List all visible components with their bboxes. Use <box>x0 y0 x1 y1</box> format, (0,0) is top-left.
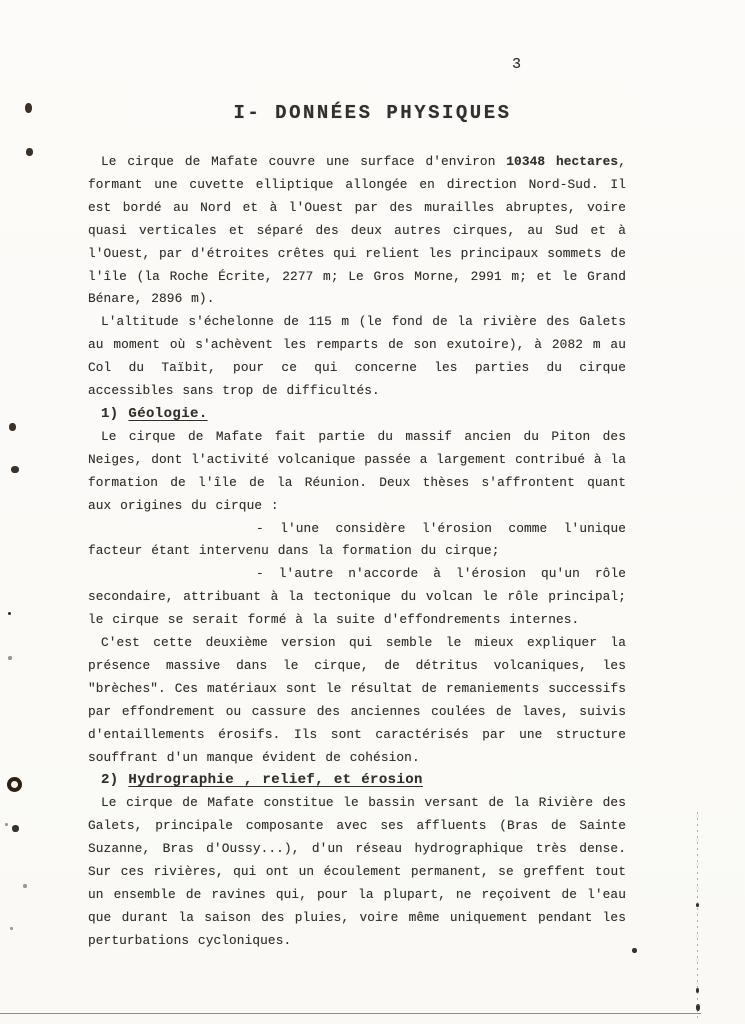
scan-speck <box>632 948 637 953</box>
ink-ring-mark <box>7 777 22 792</box>
list-item <box>88 518 626 564</box>
scan-speck <box>25 103 32 113</box>
body-text: - l'une considère l'érosion comme l'unique facteur étant intervenu dans la formation du cirque; <box>88 520 626 559</box>
scan-speck <box>10 927 13 930</box>
body-text: C'est cette deuxième version qui semble le mieux expliquer la présence massive dans le cirque, de détritus volcaniques, les "brèches". Ces matériaux sont le résultat de remaniements successifs par effondrement ou cassure des anciennes coulées de laves, suivis d'entaillements érosifs. Ils sont caractérisés par une structure souffrant d'un manque évident de cohésion. <box>88 635 626 765</box>
section-heading <box>88 769 626 792</box>
scan-speck <box>23 884 27 888</box>
scan-speck <box>8 656 12 660</box>
body-text: , formant une cuvette elliptique allongée en direction Nord-Sud. Il est bordé au Nord et à l'Ouest par des murailles abruptes, voire quasi verticales et séparé des deux autres cirques, au Sud et à l'Ouest, par d'étroites crêtes qui relient les principaux sommets de l'île (la Roche Écrite, 2277 m; Le Gros Morne, 2991 m; et le Grand Bénare, 2896 m). <box>88 154 626 307</box>
document-title: I- DONNÉES PHYSIQUES <box>233 102 512 124</box>
scan-speck <box>9 423 16 431</box>
list-item <box>88 563 626 632</box>
document-body <box>88 151 626 953</box>
heading-text: Géologie. <box>128 405 208 422</box>
paragraph <box>88 632 626 769</box>
paragraph <box>88 792 626 952</box>
body-text: - l'autre n'accorde à l'érosion qu'un rôle secondaire, attribuant à la tectonique du volcan le rôle principal; le cirque se serait formé à la suite d'effondrements internes. <box>88 566 626 628</box>
scan-edge-vertical-line <box>697 812 698 1022</box>
scan-speck <box>26 148 33 156</box>
paragraph <box>88 426 626 518</box>
heading-text: Hydrographie , relief, et érosion <box>128 772 423 789</box>
heading-number: 2) <box>101 772 129 789</box>
body-text: Le cirque de Mafate couvre une surface d'environ <box>101 154 507 169</box>
scan-speck <box>11 466 19 473</box>
emphasized-text: 10348 hectares <box>506 154 619 169</box>
scan-speck <box>12 825 19 832</box>
paragraph <box>88 151 626 311</box>
page-number: 3 <box>512 56 522 73</box>
paragraph <box>88 311 626 403</box>
scan-speck <box>5 823 8 826</box>
body-text: Le cirque de Mafate constitue le bassin versant de la Rivière des Galets, principale composante avec ses affluents (Bras de Sainte Suzanne, Bras d'Oussy...), d'un réseau hydrographique très dense. Sur ces rivières, qui ont un écoulement permanent, se greffent tout un ensemble de ravines qui, pour la plupart, ne reçoivent de l'eau que durant la saison des pluies, voire même uniquement pendant les perturbations cycloniques. <box>88 795 626 948</box>
heading-number: 1) <box>101 405 129 422</box>
scan-edge-horizontal-line <box>0 1013 701 1014</box>
body-text: Le cirque de Mafate fait partie du massif ancien du Piton des Neiges, dont l'activité volcanique passée a largement contribué à la formation de l'île de la Réunion. Deux thèses s'affrontent quant aux origines du cirque : <box>88 428 626 513</box>
section-heading <box>88 403 626 426</box>
scan-speck <box>8 612 11 615</box>
body-text: L'altitude s'échelonne de 115 m (le fond de la rivière des Galets au moment où s'achèvent les remparts de son exutoire), à 2082 m au Col du Taïbit, pour ce qui concerne les parties du cirque accessibles sans trop de difficultés. <box>88 314 626 399</box>
